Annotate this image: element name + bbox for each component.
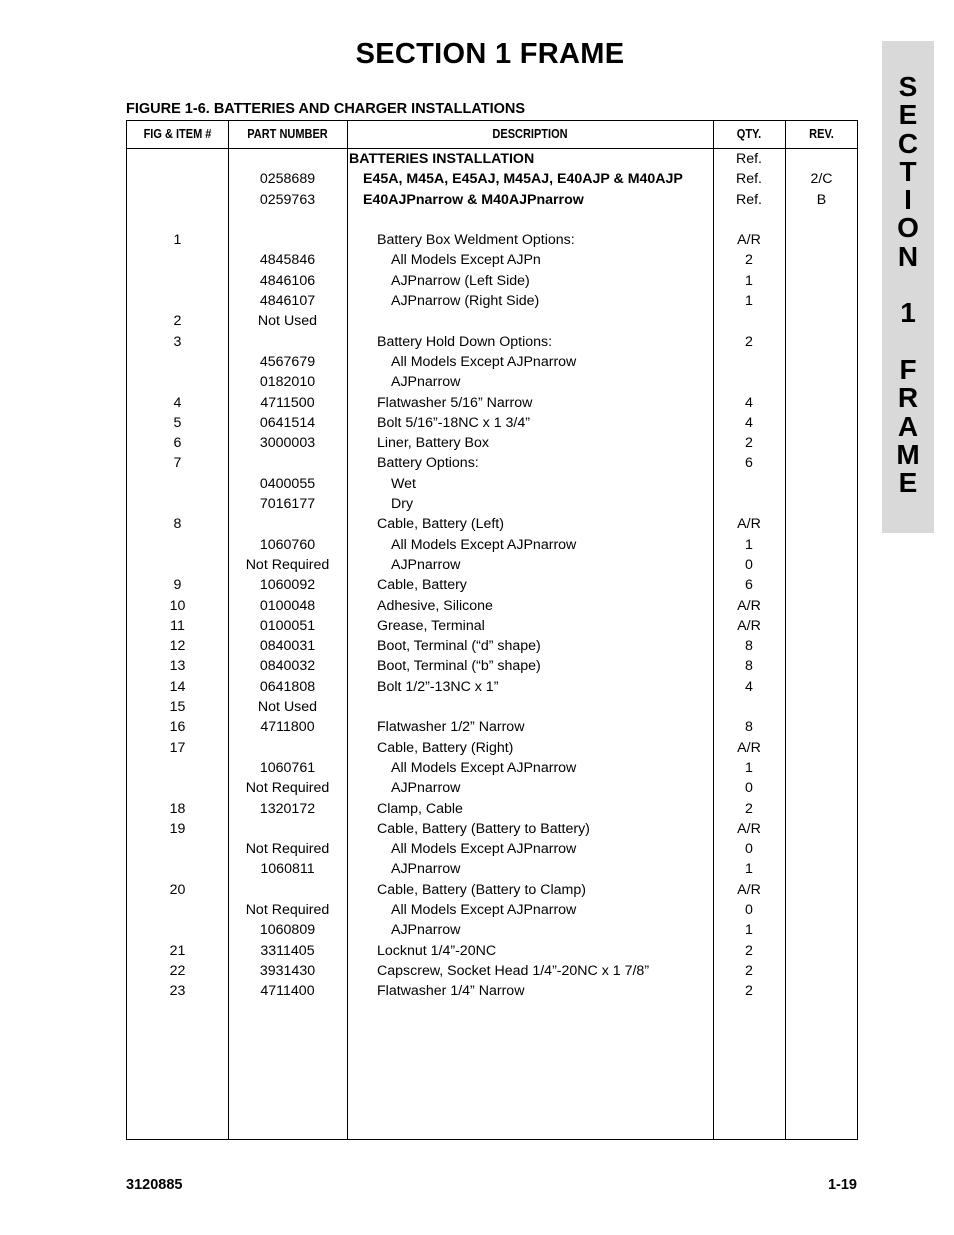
- table-row: [127, 372, 857, 392]
- description-cell: Battery Box Weldment Options:: [377, 232, 575, 249]
- qty-cell: A/R: [737, 597, 761, 614]
- table-row: [127, 859, 857, 879]
- part-number-cell: 0258689: [259, 171, 316, 188]
- table-row: [127, 433, 857, 453]
- description-cell: AJPnarrow (Left Side): [391, 272, 530, 289]
- table-row: [127, 697, 857, 717]
- fig-item-cell: 6: [173, 435, 182, 452]
- part-number-cell: 4846106: [259, 272, 316, 289]
- qty-cell: 2: [745, 333, 753, 350]
- part-number-cell: 0641514: [259, 414, 316, 431]
- table-row: [127, 393, 857, 413]
- table-row: [127, 880, 857, 900]
- qty-cell: 6: [745, 577, 753, 594]
- fig-item-cell: 3: [173, 333, 182, 350]
- description-cell: AJPnarrow: [391, 374, 461, 391]
- table-row: [127, 474, 857, 494]
- qty-cell: 2: [745, 800, 753, 817]
- qty-cell: 0: [745, 556, 753, 573]
- page-number: 1-19: [827, 1177, 857, 1193]
- fig-item-cell: 10: [169, 597, 186, 614]
- description-cell: All Models Except AJPnarrow: [391, 353, 577, 370]
- figure-title: FIGURE 1-6. BATTERIES AND CHARGER INSTALLATIONS: [126, 101, 526, 117]
- part-number-cell: 0259763: [259, 191, 316, 208]
- description-cell: Capscrew, Socket Head 1/4”-20NC x 1 7/8”: [377, 962, 650, 979]
- table-row: [127, 555, 857, 575]
- header-rev: REV.: [809, 127, 834, 141]
- description-cell: All Models Except AJPnarrow: [391, 901, 577, 918]
- description-cell: Clamp, Cable: [377, 800, 463, 817]
- table-row: [127, 210, 857, 230]
- table-row: [127, 190, 857, 210]
- description-cell: Boot, Terminal (“b” shape): [377, 658, 541, 675]
- description-cell: Flatwasher 5/16” Narrow: [377, 394, 533, 411]
- fig-item-cell: 13: [169, 658, 186, 675]
- side-tab-letter: 1: [900, 297, 916, 329]
- table-row: [127, 514, 857, 534]
- table-row: [127, 656, 857, 676]
- table-row: [127, 819, 857, 839]
- description-cell: Battery Hold Down Options:: [377, 333, 553, 350]
- part-number-cell: 1060809: [259, 922, 316, 939]
- fig-item-cell: 16: [169, 719, 186, 736]
- qty-cell: A/R: [737, 232, 761, 249]
- qty-cell: Ref.: [735, 171, 763, 188]
- part-number-cell: Not Required: [245, 780, 330, 797]
- description-cell: Cable, Battery (Right): [377, 739, 514, 756]
- table-row: [127, 413, 857, 433]
- fig-item-cell: 17: [169, 739, 186, 756]
- part-number-cell: 0840032: [259, 658, 316, 675]
- qty-cell: 4: [745, 678, 753, 695]
- qty-cell: 2: [745, 962, 753, 979]
- description-cell: Adhesive, Silicone: [377, 597, 493, 614]
- table-row: [127, 250, 857, 270]
- qty-cell: A/R: [737, 617, 761, 634]
- table-row: [127, 941, 857, 961]
- description-cell: Flatwasher 1/2” Narrow: [377, 719, 525, 736]
- description-cell: Dry: [391, 496, 414, 513]
- description-cell: All Models Except AJPnarrow: [391, 536, 577, 553]
- table-row: [127, 332, 857, 352]
- fig-item-cell: 5: [173, 414, 182, 431]
- side-tab-letter: R: [897, 382, 919, 414]
- table-row: [127, 352, 857, 372]
- table-row: [127, 494, 857, 514]
- description-cell: Cable, Battery (Battery to Clamp): [377, 881, 586, 898]
- table-row: [127, 575, 857, 595]
- qty-cell: 1: [745, 536, 753, 553]
- description-cell: Locknut 1/4”-20NC: [377, 942, 497, 959]
- table-body: [127, 149, 857, 1001]
- description-cell: Wet: [391, 475, 416, 492]
- qty-cell: 1: [745, 922, 753, 939]
- side-tab-letters: [882, 73, 934, 497]
- side-tab-letter: S: [898, 71, 918, 102]
- header-description: DESCRIPTION: [492, 127, 568, 141]
- fig-item-cell: 19: [169, 820, 186, 837]
- table-row: [127, 291, 857, 311]
- qty-cell: A/R: [737, 881, 761, 898]
- table-row: [127, 717, 857, 737]
- side-tab-letter: C: [897, 127, 919, 159]
- table-row: [127, 900, 857, 920]
- description-cell: Cable, Battery (Battery to Battery): [377, 820, 590, 837]
- table-row: [127, 311, 857, 331]
- part-number-cell: 4845846: [259, 252, 316, 269]
- fig-item-cell: 8: [173, 516, 182, 533]
- table-row: [127, 636, 857, 656]
- part-number-cell: Not Required: [245, 556, 330, 573]
- part-number-cell: 0840031: [259, 638, 316, 655]
- qty-cell: 1: [745, 861, 753, 878]
- fig-item-cell: 20: [169, 881, 186, 898]
- qty-cell: Ref.: [735, 191, 763, 208]
- fig-item-cell: 9: [173, 577, 182, 594]
- part-number-cell: Not Used: [257, 699, 318, 716]
- qty-cell: 0: [745, 841, 753, 858]
- description-cell: AJPnarrow: [391, 780, 461, 797]
- part-number-cell: 4846107: [259, 293, 316, 310]
- table-row: [127, 535, 857, 555]
- side-tab-letter: E: [898, 467, 918, 499]
- part-number-cell: 1060760: [259, 536, 316, 553]
- part-number-cell: 4711500: [260, 394, 315, 411]
- part-number-cell: 3931430: [259, 962, 316, 979]
- fig-item-cell: 2: [173, 313, 182, 330]
- qty-cell: 4: [745, 394, 753, 411]
- fig-item-cell: 11: [170, 617, 185, 634]
- description-cell: AJPnarrow: [391, 861, 461, 878]
- rev-cell: 2/C: [810, 171, 833, 188]
- header-fig-item: FIG & ITEM #: [143, 127, 212, 141]
- qty-cell: A/R: [737, 516, 761, 533]
- qty-cell: A/R: [737, 739, 761, 756]
- part-number-cell: 0400055: [259, 475, 316, 492]
- description-cell: Grease, Terminal: [377, 617, 485, 634]
- side-tab-letter: A: [897, 410, 919, 442]
- description-cell: Boot, Terminal (“d” shape): [377, 638, 541, 655]
- qty-cell: 0: [745, 780, 753, 797]
- qty-cell: 8: [745, 658, 753, 675]
- description-cell: E40AJPnarrow & M40AJPnarrow: [363, 191, 584, 208]
- description-cell: All Models Except AJPnarrow: [391, 759, 577, 776]
- description-cell: Flatwasher 1/4” Narrow: [377, 983, 525, 1000]
- description-cell: Cable, Battery (Left): [377, 516, 504, 533]
- qty-cell: Ref.: [735, 151, 763, 167]
- part-number-cell: 4711400: [260, 983, 315, 1000]
- side-tab-letter: N: [897, 240, 919, 272]
- fig-item-cell: 23: [169, 983, 186, 1000]
- part-number-cell: 4711800: [260, 719, 315, 736]
- table-row: [127, 839, 857, 859]
- table-row: [127, 920, 857, 940]
- table-row: [127, 149, 857, 169]
- qty-cell: 0: [745, 901, 753, 918]
- part-number-cell: 1320172: [259, 800, 316, 817]
- description-cell: Bolt 1/2”-13NC x 1”: [377, 678, 499, 695]
- part-number-cell: 0182010: [259, 374, 316, 391]
- part-number-cell: Not Used: [257, 313, 318, 330]
- description-cell: AJPnarrow: [391, 556, 461, 573]
- qty-cell: A/R: [737, 820, 761, 837]
- part-number-cell: 4567679: [259, 353, 316, 370]
- side-tab-letter: I: [904, 184, 912, 216]
- fig-item-cell: 15: [169, 699, 186, 716]
- qty-cell: 4: [745, 414, 753, 431]
- rev-cell: B: [816, 191, 827, 208]
- page-title: SECTION 1 FRAME: [355, 38, 625, 70]
- table-row: [127, 616, 857, 636]
- header-part-number: PART NUMBER: [247, 127, 328, 141]
- side-tab-letter: E: [898, 99, 918, 131]
- fig-item-cell: 21: [169, 942, 186, 959]
- description-cell: Liner, Battery Box: [377, 435, 489, 452]
- qty-cell: 1: [745, 759, 753, 776]
- table-row: [127, 738, 857, 758]
- part-number-cell: 3311405: [260, 942, 315, 959]
- table-row: [127, 961, 857, 981]
- side-tab-letter: F: [899, 353, 917, 385]
- qty-cell: 1: [745, 293, 753, 310]
- fig-item-cell: 4: [173, 394, 182, 411]
- description-cell: Bolt 5/16”-18NC x 1 3/4”: [377, 414, 530, 431]
- table-row: [127, 677, 857, 697]
- qty-cell: 8: [745, 638, 753, 655]
- description-cell: All Models Except AJPn: [391, 252, 541, 269]
- fig-item-cell: 7: [173, 455, 182, 472]
- table-row: [127, 453, 857, 473]
- table-row: [127, 981, 857, 1001]
- qty-cell: 2: [745, 252, 753, 269]
- side-tab-letter: M: [896, 438, 920, 470]
- qty-cell: 2: [745, 435, 753, 452]
- part-number-cell: 1060092: [259, 577, 316, 594]
- part-number-cell: 1060761: [259, 759, 316, 776]
- qty-cell: 2: [745, 942, 753, 959]
- table-row: [127, 778, 857, 798]
- table-row: [127, 230, 857, 250]
- description-cell: E45A, M45A, E45AJ, M45AJ, E40AJP & M40AJP: [363, 171, 683, 188]
- parts-table: [126, 120, 858, 1140]
- fig-item-cell: 22: [169, 962, 186, 979]
- qty-cell: 1: [745, 272, 753, 289]
- fig-item-cell: 1: [173, 232, 182, 249]
- qty-cell: 6: [745, 455, 753, 472]
- fig-item-cell: 14: [169, 678, 186, 695]
- part-number-cell: 1060811: [260, 861, 315, 878]
- table-row: [127, 758, 857, 778]
- header-qty: QTY.: [736, 127, 762, 141]
- description-cell: Battery Options:: [377, 455, 479, 472]
- side-tab-letter: O: [897, 212, 919, 244]
- description-cell: All Models Except AJPnarrow: [391, 841, 577, 858]
- part-number-cell: 0641808: [259, 678, 316, 695]
- document-number: 3120885: [126, 1177, 183, 1193]
- section-side-tab: [882, 41, 934, 533]
- qty-cell: 2: [745, 983, 753, 1000]
- description-cell: Cable, Battery: [377, 577, 467, 594]
- fig-item-cell: 18: [169, 800, 186, 817]
- part-number-cell: 0100048: [259, 597, 316, 614]
- side-tab-letter: T: [899, 155, 917, 187]
- description-cell: AJPnarrow (Right Side): [391, 293, 540, 310]
- part-number-cell: 3000003: [259, 435, 316, 452]
- table-row: [127, 799, 857, 819]
- part-number-cell: Not Required: [245, 841, 330, 858]
- part-number-cell: 7016177: [259, 496, 316, 513]
- description-cell: BATTERIES INSTALLATION: [349, 151, 535, 167]
- table-row: [127, 596, 857, 616]
- table-row: [127, 271, 857, 291]
- fig-item-cell: 12: [169, 638, 186, 655]
- part-number-cell: 0100051: [259, 617, 316, 634]
- qty-cell: 8: [745, 719, 753, 736]
- table-row: [127, 169, 857, 189]
- part-number-cell: Not Required: [245, 901, 330, 918]
- description-cell: AJPnarrow: [391, 922, 461, 939]
